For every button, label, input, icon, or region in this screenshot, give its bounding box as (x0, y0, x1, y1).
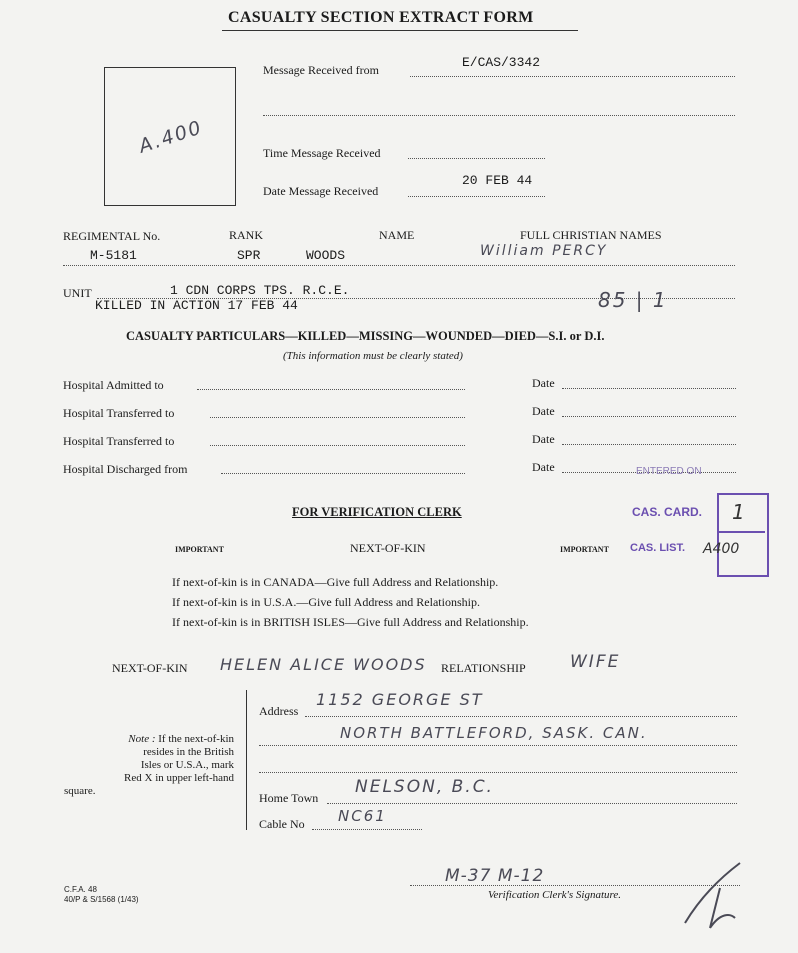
home-town-label: Home Town (259, 791, 319, 805)
entered-on-stamp: ENTERED ON (636, 466, 702, 477)
killed-in-action-line: KILLED IN ACTION 17 FEB 44 (95, 298, 298, 313)
note-line: Isles or U.S.A., mark (140, 759, 234, 771)
note-line: resides in the British (143, 746, 234, 758)
unit-label: UNIT (63, 286, 92, 300)
verification-heading: FOR VERIFICATION CLERK (292, 505, 462, 519)
verification-clerk-signature-label: Verification Clerk's Signature. (488, 889, 622, 901)
casualty-particulars-heading: CASUALTY PARTICULARS—KILLED—MISSING—WOUNDED—DIED—S.I. or D.I. (126, 329, 605, 343)
message-received-value: E/CAS/3342 (462, 55, 541, 70)
date-received-label: Date Message Received (263, 184, 379, 198)
note-prefix: Note : (128, 733, 156, 745)
cas-stamp-divider (717, 531, 765, 533)
hospital-row-date: Date (532, 404, 555, 418)
box-handwritten-mark: A.400 (136, 116, 206, 158)
note-block (64, 733, 234, 798)
cas-card-stamp: CAS. CARD. (632, 505, 703, 519)
side-handwritten-mark: 85 | 1 (598, 288, 668, 312)
address-label: Address (259, 704, 299, 718)
home-town-value: NELSON, B.C. (355, 777, 494, 797)
address-divider (246, 690, 247, 830)
cas-list-stamp: CAS. LIST. (630, 542, 686, 554)
note-line: Red X in upper left-hand (124, 772, 234, 784)
value-christian-names: William PERCY (480, 243, 608, 259)
address-line-1: 1152 GEORGE ST (316, 690, 484, 709)
form-code-1: C.F.A. 48 (64, 885, 97, 894)
hospital-row-label: Hospital Admitted to (63, 378, 164, 392)
header-name: NAME (379, 228, 415, 242)
time-received-label: Time Message Received (263, 146, 381, 160)
hospital-row-label: Hospital Transferred to (63, 406, 175, 420)
next-of-kin-label: NEXT-OF-KIN (112, 661, 188, 675)
cas-list-number: A400 (703, 541, 740, 557)
relationship-label: RELATIONSHIP (441, 661, 526, 675)
next-of-kin-title: NEXT-OF-KIN (350, 541, 426, 555)
important-right: IMPORTANT (560, 545, 609, 554)
address-line-2: NORTH BATTLEFORD, SASK. CAN. (340, 724, 648, 742)
message-received-label: Message Received from (263, 63, 379, 77)
header-rank: RANK (229, 228, 264, 242)
important-left: IMPORTANT (175, 545, 224, 554)
cable-value: NC61 (338, 807, 387, 825)
header-christian-names: FULL CHRISTIAN NAMES (520, 228, 662, 242)
instruction-line: If next-of-kin is in BRITISH ISLES—Give full Address and Relationship. (172, 615, 529, 629)
hospital-row-label: Hospital Transferred to (63, 434, 175, 448)
title-underline (222, 30, 578, 31)
value-regimental-no: M-5181 (90, 248, 137, 263)
next-of-kin-value: HELEN ALICE WOODS (220, 655, 427, 674)
note-line: If the next-of-kin (158, 733, 234, 745)
casualty-note: (This information must be clearly stated) (283, 350, 463, 362)
hospital-row-date: Date (532, 432, 555, 446)
signature-values: M-37 M-12 (445, 866, 545, 886)
value-rank: SPR (237, 248, 261, 263)
cable-label: Cable No (259, 817, 305, 831)
note-line: square. (64, 785, 96, 797)
relationship-value: WIFE (570, 652, 621, 672)
form-code-2: 40/P & S/1568 (1/43) (64, 895, 139, 904)
cas-card-number: 1 (732, 500, 747, 524)
value-name: WOODS (306, 248, 346, 263)
instruction-line: If next-of-kin is in CANADA—Give full Address and Relationship. (172, 575, 499, 589)
form-title: CASUALTY SECTION EXTRACT FORM (228, 9, 534, 26)
hospital-row-label: Hospital Discharged from (63, 462, 188, 476)
unit-value: 1 CDN CORPS TPS. R.C.E. (170, 283, 350, 298)
header-regimental-no: REGIMENTAL No. (63, 229, 161, 243)
signature-scribble (680, 858, 750, 933)
date-received-value: 20 FEB 44 (462, 173, 533, 188)
hospital-row-date: Date (532, 460, 555, 474)
instruction-line: If next-of-kin is in U.S.A.—Give full Address and Relationship. (172, 595, 480, 609)
hospital-row-date: Date (532, 376, 555, 390)
